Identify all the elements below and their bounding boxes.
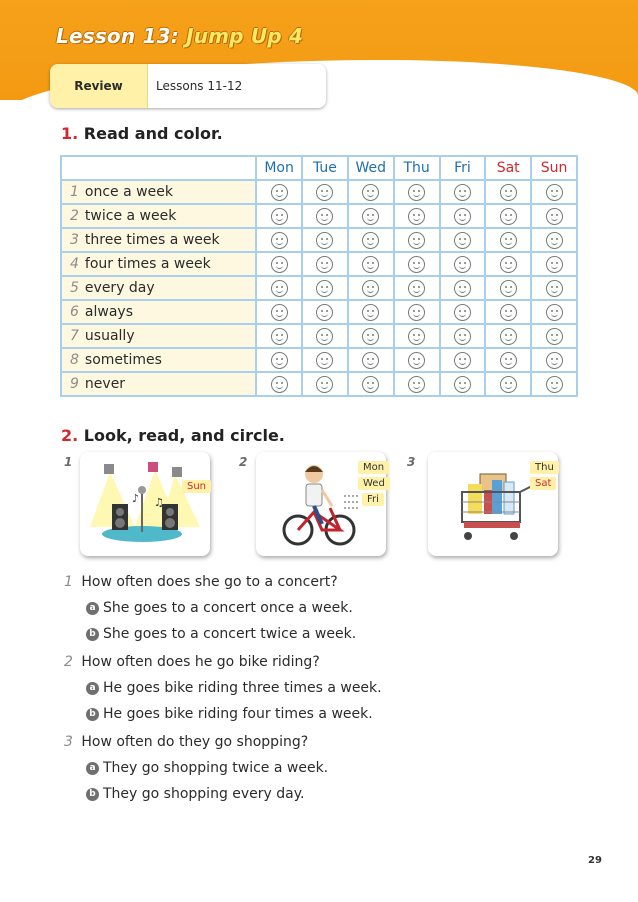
smiley-face-icon[interactable] <box>454 304 471 321</box>
smiley-cell[interactable] <box>440 252 486 276</box>
smiley-face-icon[interactable] <box>500 280 517 297</box>
option-a-icon: a <box>86 762 99 775</box>
smiley-face-icon[interactable] <box>408 352 425 369</box>
smiley-cell[interactable] <box>485 204 531 228</box>
picture-3-tag-sat: Sat <box>530 477 556 490</box>
table-header-row <box>61 156 577 180</box>
day-thu: Thu <box>394 156 440 180</box>
option-b-icon: b <box>86 788 99 801</box>
smiley-face-icon[interactable] <box>546 352 563 369</box>
picture-2-tag-wed: Wed <box>358 477 390 490</box>
smiley-face-icon[interactable] <box>408 208 425 225</box>
smiley-cell[interactable] <box>394 180 440 204</box>
smiley-cell[interactable] <box>531 252 577 276</box>
smiley-cell[interactable] <box>394 348 440 372</box>
concert-stage-image <box>80 452 210 556</box>
lesson-subtitle: Jump Up 4 <box>186 24 304 48</box>
answer-1b[interactable]: b She goes to a concert twice a week. <box>86 626 356 642</box>
picture-2-tag-mon: Mon <box>358 461 389 474</box>
smiley-face-icon[interactable] <box>271 256 288 273</box>
smiley-face-icon[interactable] <box>546 256 563 273</box>
smiley-cell[interactable] <box>394 276 440 300</box>
smiley-cell[interactable] <box>256 300 302 324</box>
picture-3-number: 3 <box>407 455 416 469</box>
smiley-face-icon[interactable] <box>271 232 288 249</box>
table-row <box>61 276 577 300</box>
frequency-label: 4 four times a week <box>61 252 256 276</box>
smiley-face-icon[interactable] <box>316 256 333 273</box>
frequency-label: 1 once a week <box>61 180 256 204</box>
smiley-cell[interactable] <box>348 300 394 324</box>
smiley-face-icon[interactable] <box>454 280 471 297</box>
section-1-title: 1. Read and color. <box>61 124 223 143</box>
picture-2-tag-fri: Fri <box>362 493 384 506</box>
day-tue: Tue <box>302 156 348 180</box>
table-row <box>61 324 577 348</box>
smiley-cell[interactable] <box>531 228 577 252</box>
smiley-face-icon[interactable] <box>362 184 379 201</box>
table-row <box>61 180 577 204</box>
smiley-face-icon[interactable] <box>500 208 517 225</box>
smiley-cell[interactable] <box>394 324 440 348</box>
smiley-face-icon[interactable] <box>408 376 425 393</box>
smiley-cell[interactable] <box>531 300 577 324</box>
smiley-cell[interactable] <box>394 204 440 228</box>
smiley-face-icon[interactable] <box>362 328 379 345</box>
smiley-face-icon[interactable] <box>454 376 471 393</box>
question-3: 3 How often do they go shopping? <box>64 734 309 750</box>
smiley-cell[interactable] <box>302 348 348 372</box>
smiley-cell[interactable] <box>348 348 394 372</box>
smiley-face-icon[interactable] <box>546 304 563 321</box>
smiley-face-icon[interactable] <box>408 328 425 345</box>
smiley-face-icon[interactable] <box>500 352 517 369</box>
smiley-cell[interactable] <box>302 276 348 300</box>
smiley-cell[interactable] <box>256 348 302 372</box>
smiley-cell[interactable] <box>302 300 348 324</box>
smiley-cell[interactable] <box>394 228 440 252</box>
smiley-face-icon[interactable] <box>500 328 517 345</box>
smiley-cell[interactable] <box>485 228 531 252</box>
smiley-cell[interactable] <box>302 324 348 348</box>
lesson-title <box>56 24 303 48</box>
smiley-face-icon[interactable] <box>362 232 379 249</box>
smiley-cell[interactable] <box>394 252 440 276</box>
smiley-face-icon[interactable] <box>362 352 379 369</box>
option-a-icon: a <box>86 602 99 615</box>
smiley-cell[interactable] <box>256 276 302 300</box>
page-number: 29 <box>588 855 602 866</box>
smiley-face-icon[interactable] <box>316 232 333 249</box>
smiley-face-icon[interactable] <box>408 280 425 297</box>
picture-1-concert <box>80 452 210 556</box>
section-2-title: 2. Look, read, and circle. <box>61 426 285 445</box>
smiley-cell[interactable] <box>485 324 531 348</box>
table-row <box>61 348 577 372</box>
smiley-cell[interactable] <box>256 252 302 276</box>
smiley-cell[interactable] <box>256 228 302 252</box>
smiley-face-icon[interactable] <box>454 328 471 345</box>
answer-2b[interactable]: b He goes bike riding four times a week. <box>86 706 373 722</box>
table-row <box>61 372 577 396</box>
smiley-face-icon[interactable] <box>362 208 379 225</box>
smiley-face-icon[interactable] <box>362 256 379 273</box>
smiley-cell[interactable] <box>440 204 486 228</box>
smiley-face-icon[interactable] <box>454 256 471 273</box>
smiley-cell[interactable] <box>348 252 394 276</box>
smiley-cell[interactable] <box>348 324 394 348</box>
smiley-face-icon[interactable] <box>316 280 333 297</box>
day-mon: Mon <box>256 156 302 180</box>
answer-3a[interactable]: a They go shopping twice a week. <box>86 760 328 776</box>
svg-text:♫: ♫ <box>154 496 164 509</box>
smiley-cell[interactable] <box>302 372 348 396</box>
smiley-face-icon[interactable] <box>316 352 333 369</box>
day-sat: Sat <box>485 156 531 180</box>
smiley-face-icon[interactable] <box>271 280 288 297</box>
smiley-cell[interactable] <box>302 204 348 228</box>
smiley-cell[interactable] <box>485 276 531 300</box>
day-sun: Sun <box>531 156 577 180</box>
smiley-cell[interactable] <box>348 228 394 252</box>
smiley-cell[interactable] <box>302 252 348 276</box>
smiley-cell[interactable] <box>440 348 486 372</box>
smiley-cell[interactable] <box>256 180 302 204</box>
frequency-label: 7 usually <box>61 324 256 348</box>
smiley-face-icon[interactable] <box>546 376 563 393</box>
smiley-face-icon[interactable] <box>454 184 471 201</box>
smiley-face-icon[interactable] <box>316 328 333 345</box>
smiley-cell[interactable] <box>348 204 394 228</box>
smiley-face-icon[interactable] <box>546 328 563 345</box>
smiley-face-icon[interactable] <box>271 376 288 393</box>
smiley-face-icon[interactable] <box>271 184 288 201</box>
smiley-face-icon[interactable] <box>271 304 288 321</box>
smiley-face-icon[interactable] <box>500 256 517 273</box>
frequency-label: 2 twice a week <box>61 204 256 228</box>
smiley-face-icon[interactable] <box>271 208 288 225</box>
frequency-label: 8 sometimes <box>61 348 256 372</box>
smiley-face-icon[interactable] <box>546 232 563 249</box>
smiley-face-icon[interactable] <box>362 304 379 321</box>
smiley-face-icon[interactable] <box>362 280 379 297</box>
picture-1-tag-sun: Sun <box>182 480 211 493</box>
smiley-face-icon[interactable] <box>362 376 379 393</box>
smiley-face-icon[interactable] <box>454 208 471 225</box>
smiley-face-icon[interactable] <box>500 184 517 201</box>
smiley-cell[interactable] <box>348 372 394 396</box>
smiley-cell[interactable] <box>485 300 531 324</box>
smiley-face-icon[interactable] <box>546 208 563 225</box>
frequency-label: 3 three times a week <box>61 228 256 252</box>
smiley-face-icon[interactable] <box>316 304 333 321</box>
smiley-face-icon[interactable] <box>408 304 425 321</box>
smiley-cell[interactable] <box>485 372 531 396</box>
frequency-label: 6 always <box>61 300 256 324</box>
smiley-face-icon[interactable] <box>316 208 333 225</box>
smiley-face-icon[interactable] <box>316 184 333 201</box>
picture-1-number: 1 <box>64 455 73 469</box>
smiley-face-icon[interactable] <box>271 352 288 369</box>
svg-text:♪: ♪ <box>132 492 140 505</box>
smiley-cell[interactable] <box>485 252 531 276</box>
table-corner <box>61 156 256 180</box>
table-row <box>61 252 577 276</box>
option-b-icon: b <box>86 628 99 641</box>
smiley-cell[interactable] <box>348 276 394 300</box>
smiley-cell[interactable] <box>256 372 302 396</box>
smiley-face-icon[interactable] <box>408 256 425 273</box>
question-2: 2 How often does he go bike riding? <box>64 654 320 670</box>
smiley-cell[interactable] <box>485 348 531 372</box>
smiley-cell[interactable] <box>440 180 486 204</box>
option-a-icon: a <box>86 682 99 695</box>
answer-1a[interactable]: a She goes to a concert once a week. <box>86 600 353 616</box>
smiley-face-icon[interactable] <box>500 232 517 249</box>
option-b-icon: b <box>86 708 99 721</box>
smiley-cell[interactable] <box>440 276 486 300</box>
day-fri: Fri <box>440 156 486 180</box>
smiley-cell[interactable] <box>256 324 302 348</box>
picture-3-tag-thu: Thu <box>530 461 559 474</box>
smiley-face-icon[interactable] <box>454 352 471 369</box>
frequency-label: 5 every day <box>61 276 256 300</box>
smiley-face-icon[interactable] <box>546 280 563 297</box>
answer-2a[interactable]: a He goes bike riding three times a week. <box>86 680 382 696</box>
smiley-cell[interactable] <box>531 204 577 228</box>
table-row <box>61 204 577 228</box>
smiley-cell[interactable] <box>531 372 577 396</box>
question-1: 1 How often does she go to a concert? <box>64 574 338 590</box>
review-box <box>50 64 326 108</box>
smiley-cell[interactable] <box>440 324 486 348</box>
smiley-face-icon[interactable] <box>546 184 563 201</box>
frequency-label: 9 never <box>61 372 256 396</box>
smiley-cell[interactable] <box>531 180 577 204</box>
smiley-cell[interactable] <box>485 180 531 204</box>
smiley-cell[interactable] <box>348 180 394 204</box>
answer-3b[interactable]: b They go shopping every day. <box>86 786 305 802</box>
smiley-cell[interactable] <box>394 300 440 324</box>
smiley-face-icon[interactable] <box>316 376 333 393</box>
smiley-cell[interactable] <box>531 324 577 348</box>
picture-2-bike <box>256 452 386 556</box>
smiley-face-icon[interactable] <box>408 232 425 249</box>
smiley-cell[interactable] <box>256 204 302 228</box>
picture-2-number: 2 <box>239 455 248 469</box>
smiley-face-icon[interactable] <box>500 304 517 321</box>
smiley-cell[interactable] <box>394 372 440 396</box>
picture-3-shopping <box>428 452 558 556</box>
day-wed: Wed <box>348 156 394 180</box>
smiley-face-icon[interactable] <box>500 376 517 393</box>
smiley-cell[interactable] <box>440 228 486 252</box>
frequency-table <box>60 155 578 397</box>
smiley-cell[interactable] <box>302 180 348 204</box>
smiley-face-icon[interactable] <box>454 232 471 249</box>
smiley-cell[interactable] <box>440 372 486 396</box>
review-label: Review <box>50 64 147 108</box>
smiley-face-icon[interactable] <box>408 184 425 201</box>
smiley-face-icon[interactable] <box>271 328 288 345</box>
table-row <box>61 228 577 252</box>
smiley-cell[interactable] <box>531 276 577 300</box>
smiley-cell[interactable] <box>302 228 348 252</box>
lesson-number: Lesson 13: <box>56 24 179 48</box>
review-value: Lessons 11-12 <box>147 64 326 108</box>
smiley-cell[interactable] <box>440 300 486 324</box>
smiley-cell[interactable] <box>531 348 577 372</box>
table-row <box>61 300 577 324</box>
